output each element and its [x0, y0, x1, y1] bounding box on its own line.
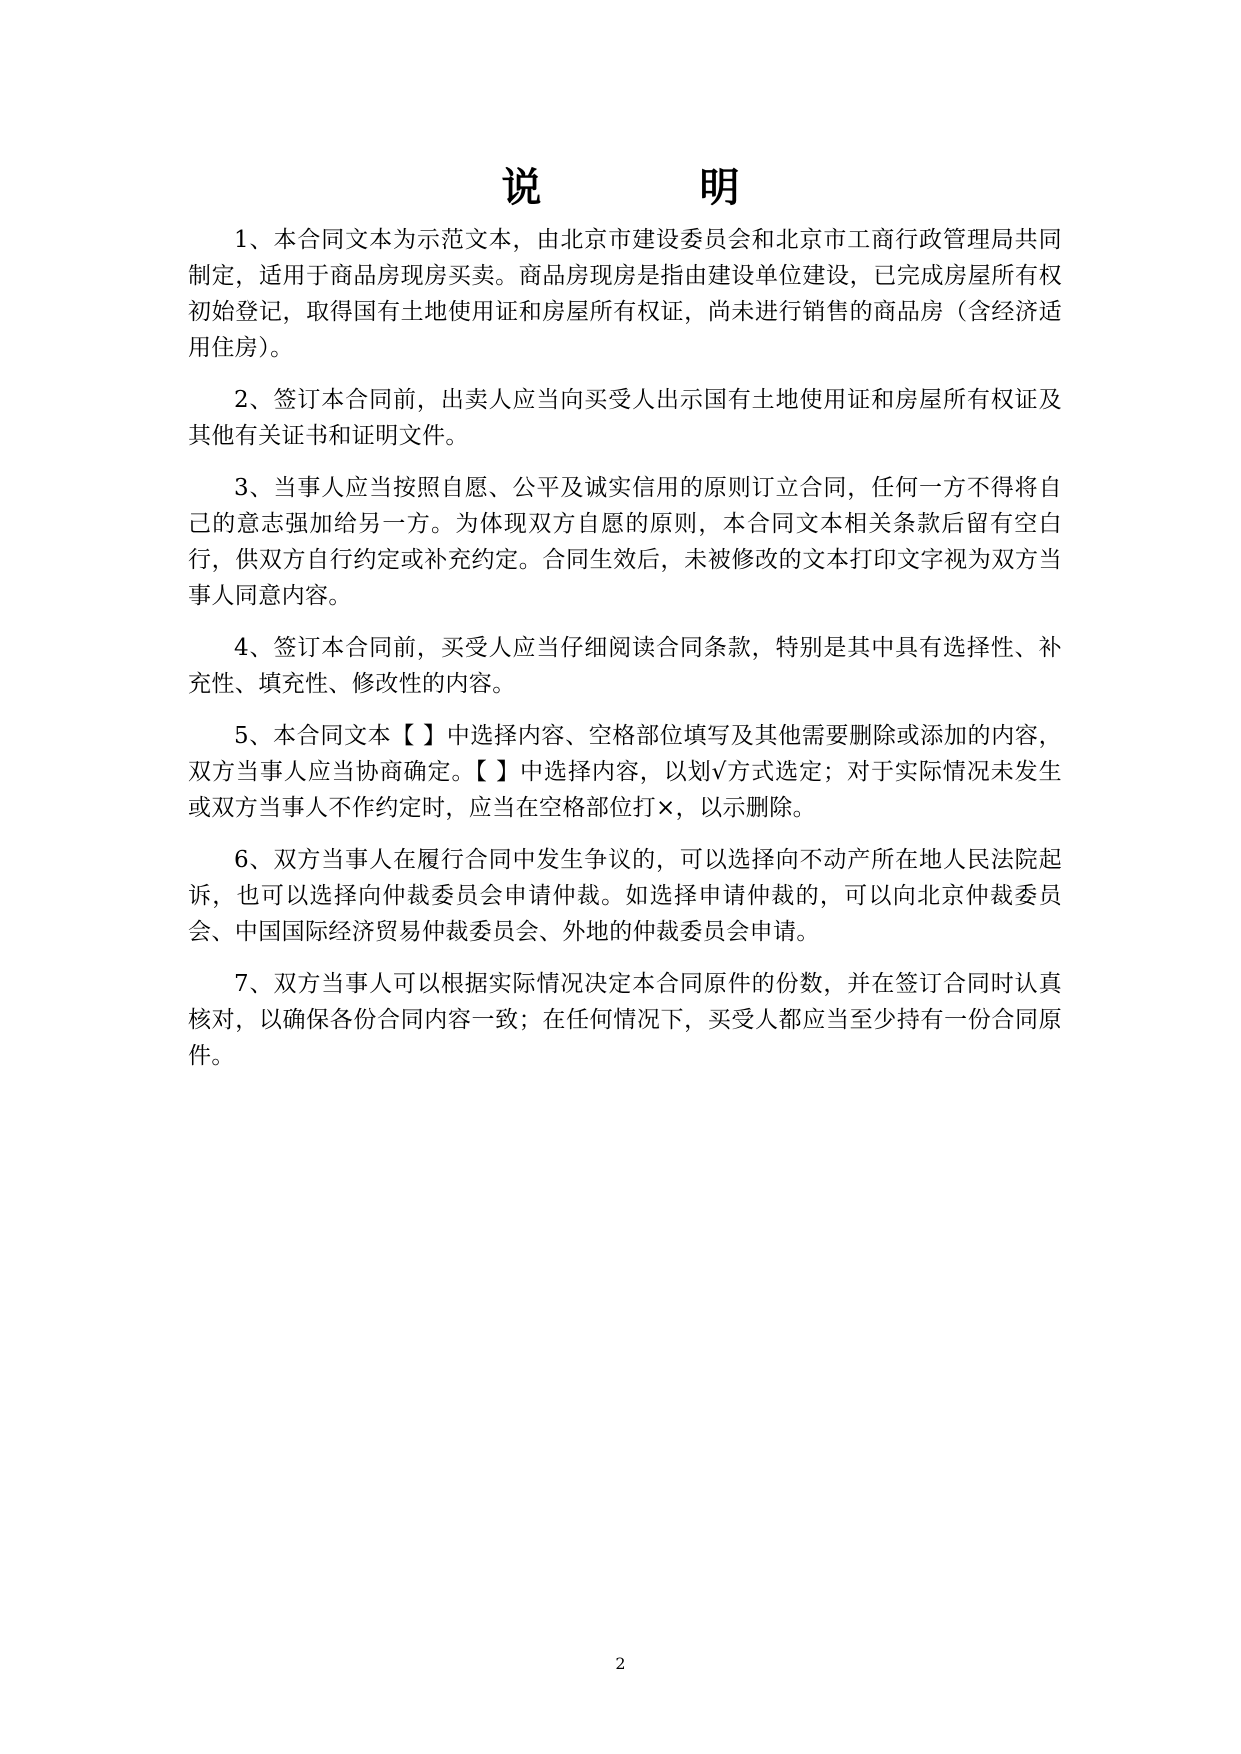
page-number: 2	[615, 1654, 626, 1673]
instruction-paragraph-2: 2、签订本合同前，出卖人应当向买受人出示国有土地使用证和房屋所有权证及其他有关证书和证明文件。	[188, 387, 1062, 449]
instruction-paragraph-1: 1、本合同文本为示范文本，由北京市建设委员会和北京市工商行政管理局共同制定，适用于商品房现房买卖。商品房现房是指由建设单位建设，已完成房屋所有权初始登记，取得国有土地使用证和房屋所有权证，尚未进行销售的商品房（含经济适用住房）。	[188, 227, 1062, 361]
instructions-body	[188, 222, 1062, 1074]
instruction-paragraph-5: 5、本合同文本【 】中选择内容、空格部位填写及其他需要删除或添加的内容，双方当事人应当协商确定。【 】中选择内容，以划√方式选定；对于实际情况未发生或双方当事人不作约定时，应当在空格部位打×，以示删除。	[188, 723, 1062, 821]
page-title: 说 明	[501, 164, 812, 211]
instruction-paragraph-7: 7、双方当事人可以根据实际情况决定本合同原件的份数，并在签订合同时认真核对，以确保各份合同内容一致；在任何情况下，买受人都应当至少持有一份合同原件。	[188, 971, 1062, 1069]
instruction-paragraph-3: 3、当事人应当按照自愿、公平及诚实信用的原则订立合同，任何一方不得将自己的意志强加给另一方。为体现双方自愿的原则，本合同文本相关条款后留有空白行，供双方自行约定或补充约定。合同生效后，未被修改的文本打印文字视为双方当事人同意内容。	[188, 475, 1062, 609]
instruction-paragraph-4: 4、签订本合同前，买受人应当仔细阅读合同条款，特别是其中具有选择性、补充性、填充性、修改性的内容。	[188, 635, 1062, 697]
instruction-paragraph-6: 6、双方当事人在履行合同中发生争议的，可以选择向不动产所在地人民法院起诉，也可以选择向仲裁委员会申请仲裁。如选择申请仲裁的，可以向北京仲裁委员会、中国国际经济贸易仲裁委员会、外地的仲裁委员会申请。	[188, 847, 1062, 945]
